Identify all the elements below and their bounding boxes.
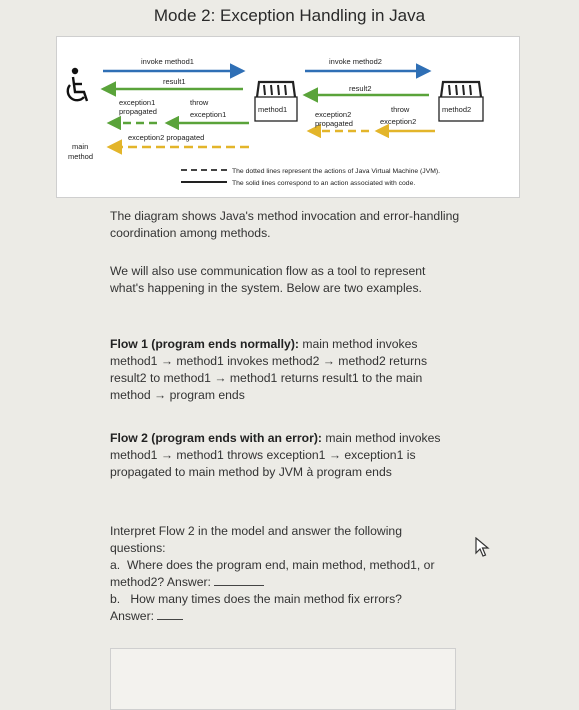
flow1 bbox=[110, 336, 460, 404]
label-throw2-2: exception2 bbox=[380, 117, 417, 126]
qb-prefix: b. bbox=[110, 592, 121, 606]
qa-prefix: a. bbox=[110, 558, 121, 572]
label-exception2-propagated: exception2 propagated bbox=[128, 133, 205, 142]
question-b bbox=[110, 591, 460, 608]
label-main-2: method bbox=[68, 152, 94, 161]
question-b-answer bbox=[110, 608, 460, 625]
method2-box bbox=[439, 82, 483, 121]
mouse-cursor-icon bbox=[474, 537, 490, 559]
label-throw-2: exception1 bbox=[190, 110, 227, 119]
label-main-1: main bbox=[72, 142, 89, 151]
questions bbox=[110, 523, 460, 625]
flow1-label: Flow 1 (program ends normally): bbox=[110, 337, 299, 351]
label-throw-1: throw bbox=[190, 98, 209, 107]
label-invoke-method2: invoke method2 bbox=[329, 57, 382, 66]
label-exception2-2: propagated bbox=[315, 119, 353, 128]
label-result2: result2 bbox=[349, 84, 372, 93]
answer-textbox[interactable] bbox=[110, 648, 456, 710]
answer-b-blank[interactable] bbox=[157, 609, 183, 620]
flow2-text: main method invokes method1 → method1 throws exception1 → exception1 is propagated to main method by JVM à program ends bbox=[110, 431, 441, 479]
method1-box bbox=[255, 82, 297, 121]
qb-answer-label: Answer: bbox=[110, 609, 155, 623]
legend-dotted-text: The dotted lines represent the actions of Java Virtual Machine (JVM). bbox=[232, 168, 441, 175]
para1: The diagram shows Java's method invocation and error-handling coordination among methods. bbox=[110, 209, 460, 240]
label-throw2-1: throw bbox=[391, 105, 410, 114]
label-exception2-1: exception2 bbox=[315, 110, 352, 119]
answer-a-blank[interactable] bbox=[214, 575, 264, 586]
label-exception1-2: propagated bbox=[119, 107, 157, 116]
label-result1: result1 bbox=[163, 77, 186, 86]
page-title: Mode 2: Exception Handling in Java bbox=[153, 6, 426, 25]
exception-flow-diagram bbox=[56, 36, 520, 198]
qb-text: How many times does the main method fix errors? bbox=[130, 592, 402, 606]
flow2 bbox=[110, 430, 460, 481]
paragraph-communication bbox=[110, 263, 460, 297]
diagram-svg bbox=[57, 37, 519, 197]
label-method2: method2 bbox=[442, 105, 472, 114]
legend-solid-text: The solid lines correspond to an action associated with code. bbox=[232, 180, 416, 187]
flow1-text: main method invokes method1 → method1 invokes method2 → method2 returns result2 to method1 → method1 returns result1 to the main method → program ends bbox=[110, 337, 428, 402]
paragraph-intro bbox=[110, 208, 460, 242]
question-intro: Interpret Flow 2 in the model and answer the following questions: bbox=[110, 524, 402, 555]
label-invoke-method1: invoke method1 bbox=[141, 57, 194, 66]
flow2-label: Flow 2 (program ends with an error): bbox=[110, 431, 322, 445]
para2: We will also use communication flow as a tool to represent what's happening in the system. Below are two examples. bbox=[110, 264, 426, 295]
question-a bbox=[110, 557, 460, 591]
wheelchair-icon bbox=[68, 68, 87, 101]
label-method1: method1 bbox=[258, 105, 288, 114]
label-exception1-1: exception1 bbox=[119, 98, 156, 107]
qa-text: Where does the program end, main method, method1, or method2? Answer: bbox=[110, 558, 435, 589]
